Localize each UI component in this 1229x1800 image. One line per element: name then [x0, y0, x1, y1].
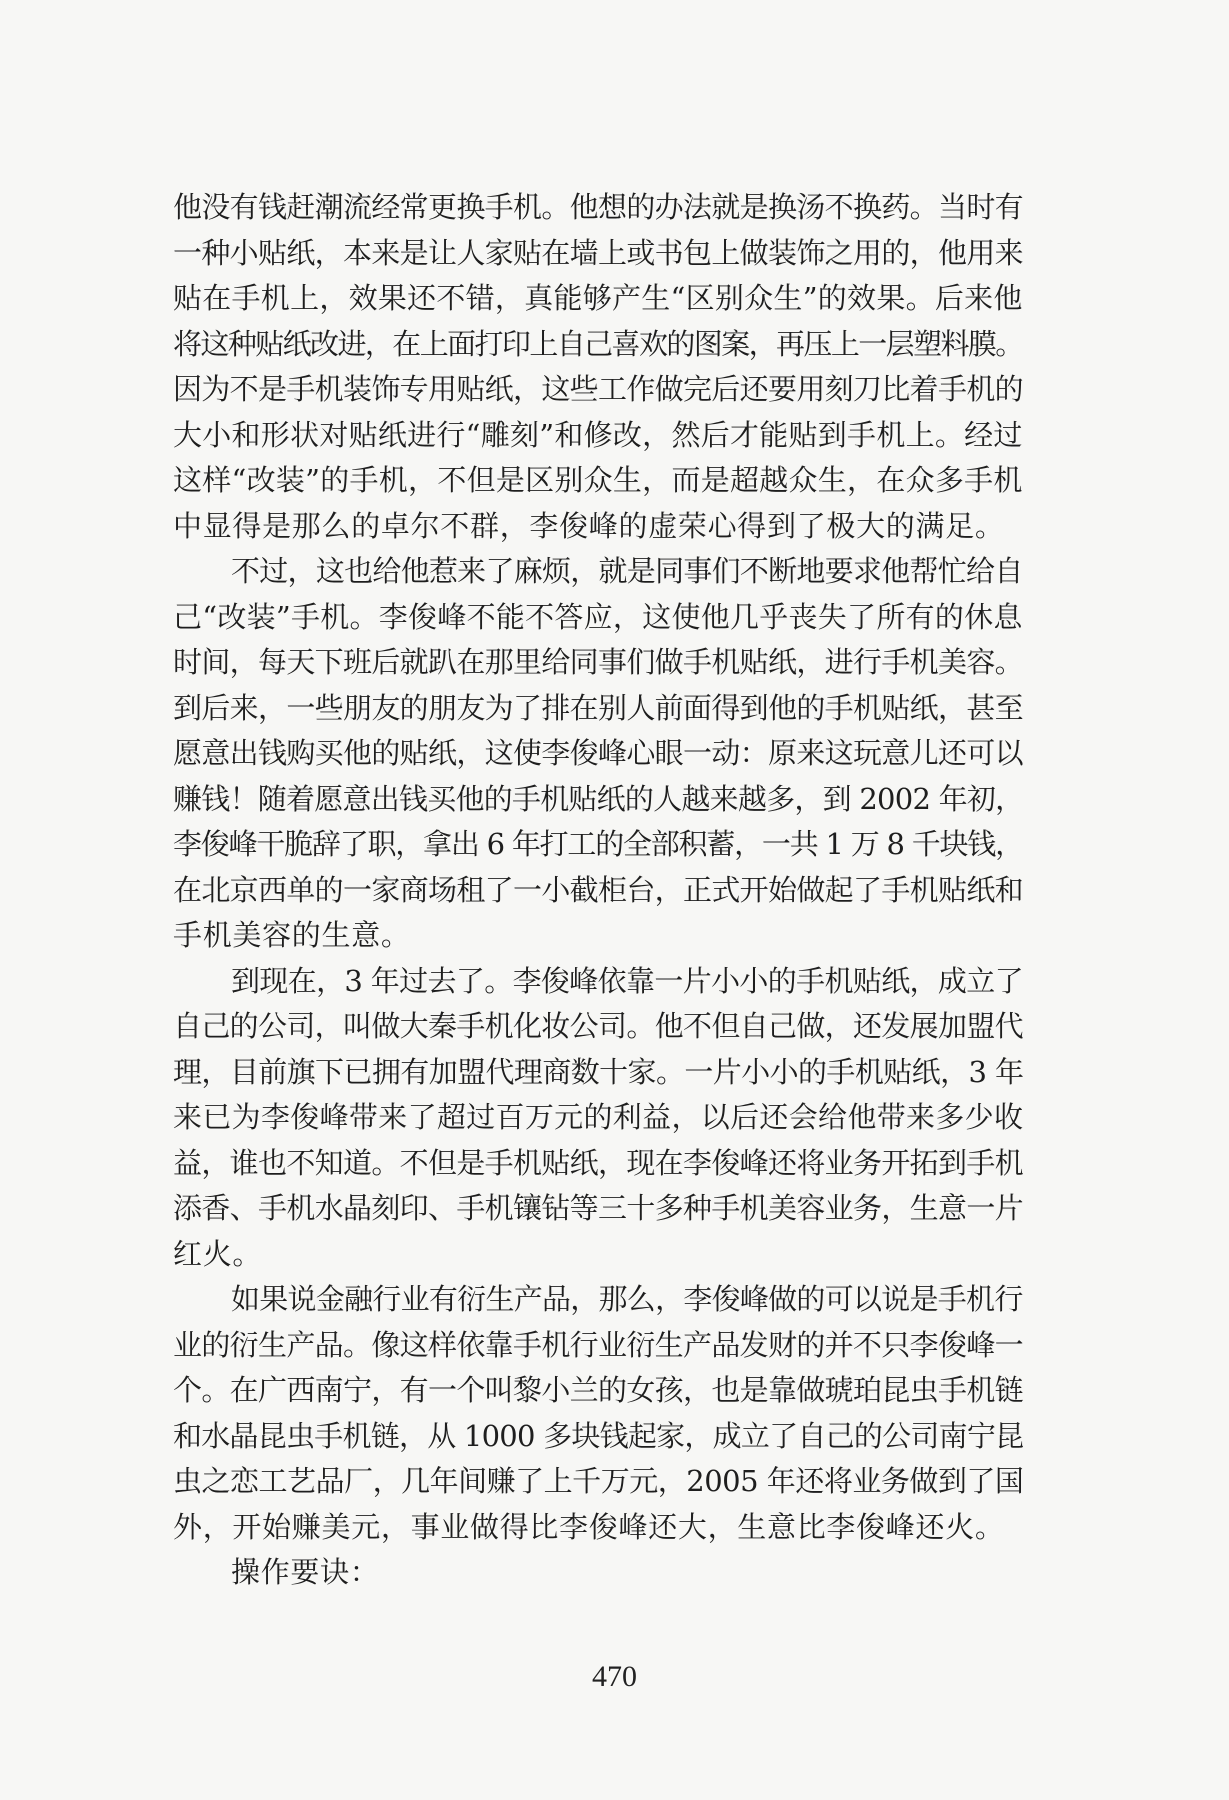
text-line: 时间，每天下班后就趴在那里给同事们做手机贴纸，进行手机美容。 — [173, 645, 1024, 679]
text-line: 业的衍生产品。像这样依靠手机行业衍生产品发财的并不只李俊峰一 — [173, 1327, 1024, 1362]
text-line: 外，开始赚美元，事业做得比李俊峰还大，生意比李俊峰还火。 — [173, 1509, 1005, 1544]
text-line: 理，目前旗下已拥有加盟代理商数十家。一片小小的手机贴纸，3 年 — [173, 1054, 1024, 1089]
text-line: 个。在广西南宁，有一个叫黎小兰的女孩，也是靠做琥珀昆虫手机链 — [173, 1373, 1024, 1407]
text-line: 到现在，3 年过去了。李俊峰依靠一片小小的手机贴纸，成立了 — [231, 963, 1023, 998]
text-line: 他没有钱赶潮流经常更换手机。他想的办法就是换汤不换药。当时有 — [173, 190, 1024, 224]
text-line: 红火。 — [173, 1236, 263, 1271]
text-line: 因为不是手机装饰专用贴纸，这些工作做完后还要用刻刀比着手机的 — [173, 372, 1024, 406]
text-line: 这样“改装”的手机，不但是区别众生，而是超越众生，在众多手机 — [173, 463, 1023, 497]
text-line: 手机美容的生意。 — [173, 918, 411, 952]
text-line: 赚钱！随着愿意出钱买他的手机贴纸的人越来越多，到 2002 年初， — [173, 781, 1024, 816]
text-line: 操作要诀： — [231, 1555, 380, 1589]
text-line: 李俊峰干脆辞了职，拿出 6 年打工的全部积蓄，一共 1 万 8 千块钱， — [173, 827, 1023, 861]
text-line: 添香、手机水晶刻印、手机镶钻等三十多种手机美容业务，生意一片 — [173, 1191, 1024, 1225]
text-line: 和水晶昆虫手机链，从 1000 多块钱起家，成立了自己的公司南宁昆 — [173, 1418, 1024, 1453]
text-line: 自己的公司，叫做大秦手机化妆公司。他不但自己做，还发展加盟代 — [173, 1009, 1024, 1043]
text-line: 到后来，一些朋友的朋友为了排在别人前面得到他的手机贴纸，甚至 — [173, 690, 1024, 725]
text-line: 大小和形状对贴纸进行“雕刻”和修改，然后才能贴到手机上。经过 — [173, 417, 1023, 452]
text-line: 如果说金融行业有衍生产品，那么，李俊峰做的可以说是手机行 — [231, 1282, 1023, 1316]
text-line: 中显得是那么的卓尔不群，李俊峰的虚荣心得到了极大的满足。 — [173, 508, 1005, 543]
text-line: 一种小贴纸，本来是让人家贴在墙上或书包上做装饰之用的，他用来 — [173, 235, 1024, 270]
text-line: 虫之恋工艺品厂，几年间赚了上千万元，2005 年还将业务做到了国 — [173, 1464, 1024, 1498]
text-line: 己“改装”手机。李俊峰不能不答应，这使他几乎丧失了所有的休息 — [173, 599, 1023, 634]
text-line: 在北京西单的一家商场租了一小截柜台，正式开始做起了手机贴纸和 — [173, 872, 1024, 907]
text-line: 贴在手机上，效果还不错，真能够产生“区别众生”的效果。后来他 — [173, 281, 1023, 315]
text-line: 益，谁也不知道。不但是手机贴纸，现在李俊峰还将业务开拓到手机 — [173, 1145, 1024, 1180]
body-text — [173, 185, 1023, 1596]
text-line: 愿意出钱购买他的贴纸，这使李俊峰心眼一动：原来这玩意儿还可以 — [173, 736, 1024, 770]
text-line: 将这种贴纸改进，在上面打印上自己喜欢的图案，再压上一层塑料膜。 — [173, 326, 1023, 361]
page-number: 470 — [592, 1660, 637, 1693]
text-line: 不过，这也给他惹来了麻烦，就是同事们不断地要求他帮忙给自 — [231, 554, 1023, 588]
text-line: 来已为李俊峰带来了超过百万元的利益，以后还会给他带来多少收 — [173, 1100, 1024, 1134]
